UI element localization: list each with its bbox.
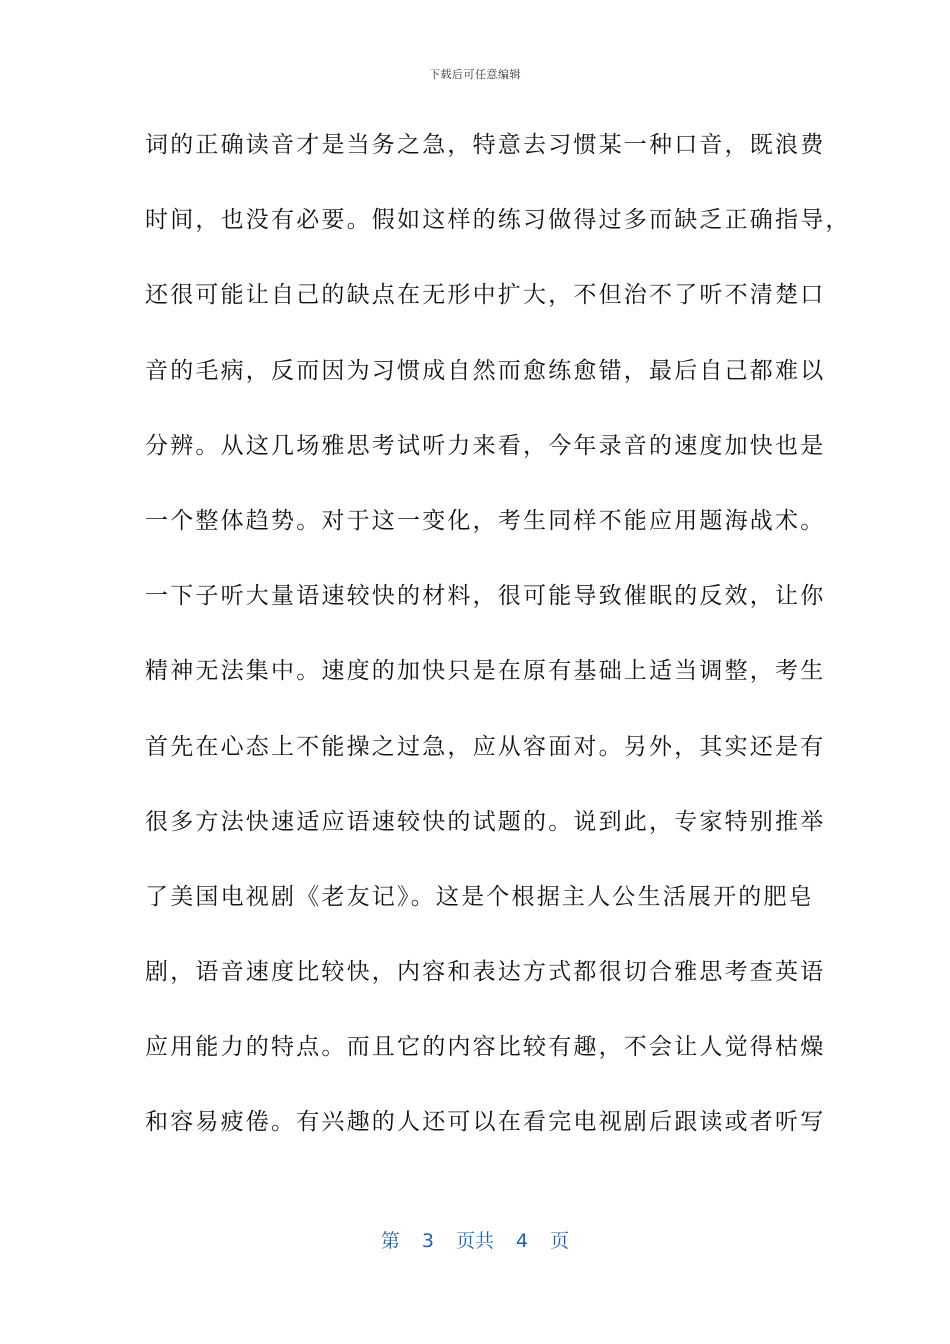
text-line: 一个整体趋势。对于这一变化，考生同样不能应用题海战术。 (145, 507, 826, 534)
page-number-prefix: 第 (380, 1230, 400, 1252)
text-line: 应用能力的特点。而且它的内容比较有趣，不会让人觉得枯燥 (145, 1034, 826, 1061)
text-line: 剧，语音速度比较快，内容和表达方式都很切合雅思考查英语 (145, 959, 826, 986)
page-footer (0, 1226, 950, 1253)
body-text (145, 122, 851, 1175)
text-line: 和容易疲倦。有兴趣的人还可以在看完电视剧后跟读或者听写 (145, 1109, 826, 1136)
text-line: 时间，也没有必要。假如这样的练习做得过多而缺乏正确指导， (145, 207, 851, 234)
page-number-suffix: 页 (550, 1230, 570, 1252)
current-page-number: 3 (421, 1230, 434, 1252)
text-line: 一下子听大量语速较快的材料，很可能导致催眠的反效，让你 (145, 583, 826, 610)
text-line: 很多方法快速适应语速较快的试题的。说到此，专家特别推举 (145, 808, 826, 835)
text-line: 还很可能让自己的缺点在无形中扩大，不但治不了听不清楚口 (145, 282, 826, 309)
text-line: 分辨。从这几场雅思考试听力来看，今年录音的速度加快也是 (145, 432, 826, 459)
text-line: 词的正确读音才是当务之急，特意去习惯某一种口音，既浪费 (145, 132, 826, 158)
text-line: 首先在心态上不能操之过急，应从容面对。另外，其实还是有 (145, 733, 826, 760)
total-page-number: 4 (516, 1230, 529, 1252)
text-line: 精神无法集中。速度的加快只是在原有基础上适当调整，考生 (145, 658, 826, 685)
text-line: 了美国电视剧《老友记》。这是个根据主人公生活展开的肥皂 (145, 883, 814, 910)
text-line: 音的毛病，反而因为习惯成自然而愈练愈错，最后自己都难以 (145, 357, 826, 384)
page-header: 下载后可任意编辑 (429, 68, 521, 81)
page-number-middle: 页共 (455, 1230, 494, 1252)
